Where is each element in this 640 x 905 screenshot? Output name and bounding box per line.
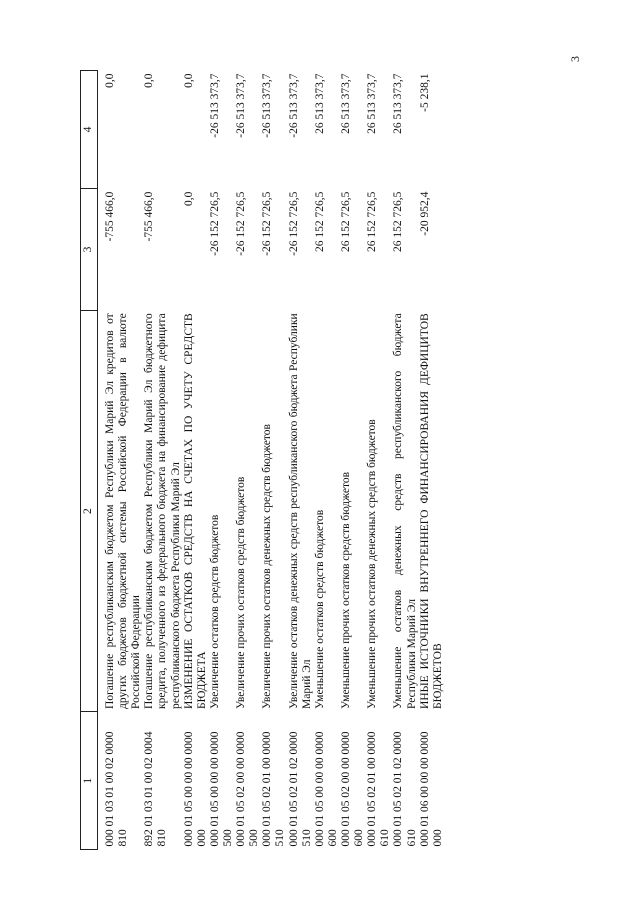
row-col3: -26 152 726,5 bbox=[208, 191, 221, 256]
row-col4: 26 513 373,7 bbox=[366, 73, 379, 134]
row-code: 000 01 05 02 01 00 0000 510 bbox=[261, 731, 287, 847]
row-col4: 26 513 373,7 bbox=[392, 73, 405, 134]
table-row bbox=[288, 71, 314, 850]
row-col4: 0,0 bbox=[182, 73, 195, 88]
row-name: Уменьшение прочих остатков денежных средств бюджетов bbox=[366, 419, 379, 709]
table-row bbox=[419, 71, 445, 850]
row-col4: -26 513 373,7 bbox=[261, 73, 274, 138]
row-name: Уменьшение остатков денежных средств республиканского бюджета Республики Марий Эл bbox=[392, 313, 418, 709]
row-col3: -20 952,4 bbox=[418, 191, 431, 236]
row-code: 000 01 05 02 00 00 0000 600 bbox=[339, 731, 366, 847]
row-col3: -755 466,0 bbox=[143, 191, 156, 242]
row-col3: 26 152 726,5 bbox=[339, 191, 352, 252]
row-col4: -5 238,1 bbox=[418, 73, 431, 112]
table-body bbox=[98, 71, 445, 850]
row-name: ИНЫЕ ИСТОЧНИКИ ВНУТРЕННЕГО ФИНАНСИРОВАНИЯ ДЕФИЦИТОВ БЮДЖЕТОВ bbox=[418, 313, 444, 709]
row-col3: 26 152 726,5 bbox=[392, 191, 405, 252]
row-name: Увеличение остатков денежных средств республиканского бюджета Республики Марий Эл bbox=[287, 313, 313, 709]
row-col3: -26 152 726,5 bbox=[261, 191, 274, 256]
table-row bbox=[261, 71, 287, 850]
row-col4: -26 513 373,7 bbox=[287, 73, 300, 138]
row-code: 000 01 05 02 01 02 0000 610 bbox=[392, 731, 418, 847]
table-row bbox=[209, 71, 235, 850]
table-row bbox=[235, 71, 261, 850]
rotated-table-container bbox=[80, 70, 560, 850]
row-code: 000 01 05 00 00 00 0000 500 bbox=[208, 731, 234, 847]
budget-sources-table bbox=[80, 70, 445, 850]
row-name: Погашение республиканским бюджетом Республики Марий Эл кредитов от других бюджетов бюджетной системы Российской Федерации в валюте Российской Федерации bbox=[104, 313, 143, 709]
row-name: Погашение республиканским бюджетом Республики Марий Эл бюджетного кредита, полученного из федерального бюджета на финансирование дефицита республиканского бюджета Республики Марий Эл bbox=[143, 313, 182, 709]
table-row bbox=[98, 71, 144, 850]
row-code: 892 01 03 01 00 02 0004 810 bbox=[143, 731, 169, 847]
row-code: 000 01 06 00 00 00 0000 000 bbox=[418, 731, 444, 847]
table-row bbox=[366, 71, 392, 850]
row-col4: 26 513 373,7 bbox=[313, 73, 326, 134]
row-col3: -755 466,0 bbox=[104, 191, 116, 242]
row-col3: 26 152 726,5 bbox=[366, 191, 379, 252]
row-name: Увеличение прочих остатков средств бюджетов bbox=[235, 476, 248, 709]
table-row bbox=[314, 71, 340, 850]
table-row bbox=[183, 71, 209, 850]
table-header-row bbox=[81, 71, 98, 850]
column-header-1: 1 bbox=[81, 712, 98, 850]
row-col3: -26 152 726,5 bbox=[235, 191, 248, 256]
row-col4: -26 513 373,7 bbox=[235, 73, 248, 138]
row-col4: -26 513 373,7 bbox=[208, 73, 221, 138]
row-col4: 26 513 373,7 bbox=[339, 73, 352, 134]
row-name: Увеличение прочих остатков денежных средств бюджетов bbox=[261, 424, 274, 709]
page-number: 3 bbox=[568, 56, 582, 62]
row-name: Увеличение остатков средств бюджетов bbox=[208, 514, 221, 709]
row-col3: 0,0 bbox=[182, 191, 195, 206]
table-row bbox=[143, 71, 182, 850]
column-header-3: 3 bbox=[81, 189, 98, 311]
row-code: 000 01 05 02 00 00 0000 500 bbox=[235, 731, 261, 847]
column-header-2: 2 bbox=[81, 310, 98, 712]
row-name: ИЗМЕНЕНИЕ ОСТАТКОВ СРЕДСТВ НА СЧЕТАХ ПО УЧЕТУ СРЕДСТВ БЮДЖЕТА bbox=[182, 313, 208, 709]
table-row bbox=[392, 71, 418, 850]
row-name: Уменьшение остатков средств бюджетов bbox=[313, 509, 326, 709]
row-code: 000 01 03 01 00 02 0000 810 bbox=[104, 731, 130, 847]
table-row bbox=[340, 71, 366, 850]
row-col4: 0,0 bbox=[104, 73, 116, 88]
row-code: 000 01 05 00 00 00 0000 600 bbox=[313, 731, 339, 847]
row-name: Уменьшение прочих остатков средств бюджетов bbox=[339, 471, 352, 709]
row-col3: -26 152 726,5 bbox=[287, 191, 300, 256]
row-col4: 0,0 bbox=[143, 73, 156, 88]
column-header-4: 4 bbox=[81, 71, 98, 189]
row-code: 000 01 05 00 00 00 0000 000 bbox=[182, 731, 208, 847]
row-code: 000 01 05 02 01 00 0000 610 bbox=[366, 731, 392, 847]
row-col3: 26 152 726,5 bbox=[313, 191, 326, 252]
row-code: 000 01 05 02 01 02 0000 510 bbox=[287, 731, 313, 847]
